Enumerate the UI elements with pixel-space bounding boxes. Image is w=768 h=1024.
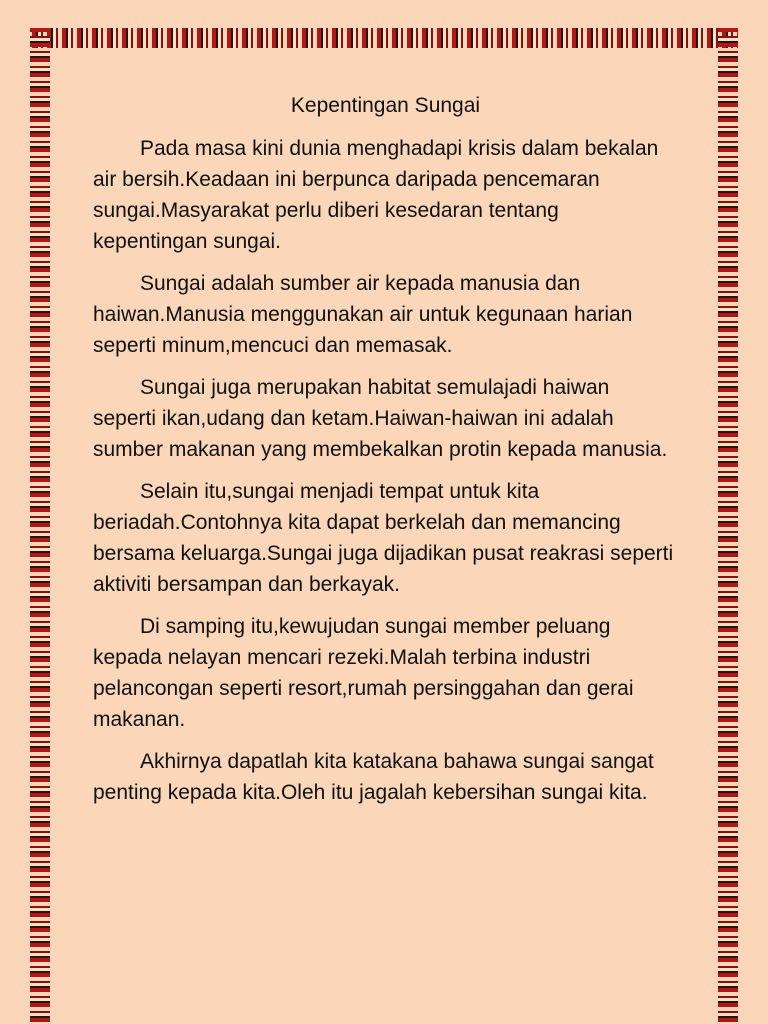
paragraph-6: Akhirnya dapatlah kita katakana bahawa sungai sangat penting kepada kita.Oleh itu jagalah kebersihan sungai kita. — [93, 750, 654, 804]
document-title: Kepentingan Sungai — [290, 94, 481, 117]
decorative-border-right — [718, 28, 738, 1024]
paragraph-5: Di samping itu,kewujudan sungai member peluang kepada nelayan mencari rezeki.Malah terbina industri pelancongan seperti resort,rumah persinggahan dan gerai makanan. — [93, 615, 634, 731]
decorative-border-left — [30, 28, 50, 1024]
paragraph-4: Selain itu,sungai menjadi tempat untuk kita beriadah.Contohnya kita dapat berkelah dan memancing bersama keluarga.Sungai juga dijadikan pusat reakrasi seperti aktiviti bersampan dan berkayak. — [93, 480, 674, 596]
paragraph-1: Pada masa kini dunia menghadapi krisis dalam bekalan air bersih.Keadaan ini berpunca daripada pencemaran sungai.Masyarakat perlu diberi kesedaran tentang kepentingan sungai. — [93, 137, 659, 253]
paragraph-2: Sungai adalah sumber air kepada manusia dan haiwan.Manusia menggunakan air untuk kegunaan harian seperti minum,mencuci dan memasak. — [93, 272, 633, 357]
decorative-border-top — [30, 28, 738, 48]
paragraph-3: Sungai juga merupakan habitat semulajadi haiwan seperti ikan,udang dan ketam.Haiwan-haiwan ini adalah sumber makanan yang membekalkan protin kepada manusia. — [93, 376, 668, 461]
document-body — [93, 90, 678, 819]
